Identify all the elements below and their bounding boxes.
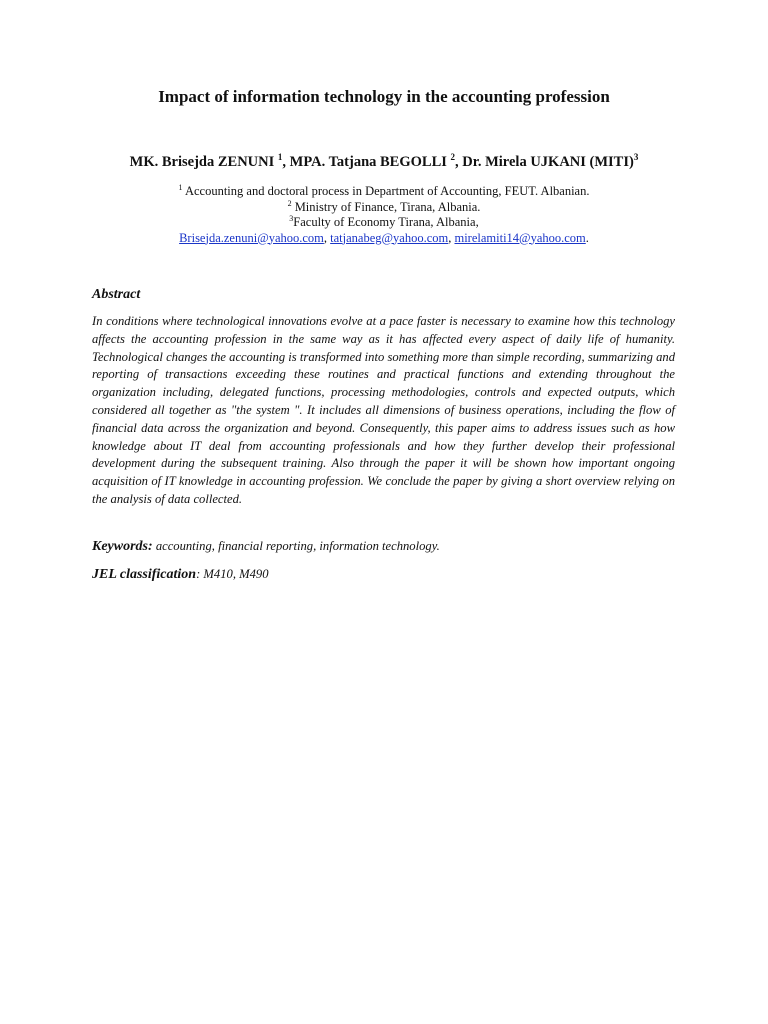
email-link[interactable]: tatjanabeg@yahoo.com [330, 230, 449, 245]
author-affiliation-number: 3 [633, 152, 639, 162]
affiliation-text: Ministry of Finance, Tirana, Albania. [291, 199, 481, 214]
email-link[interactable]: Brisejda.zenuni@yahoo.com [179, 230, 324, 245]
affiliation-text: Accounting and doctoral process in Department of Accounting, FEUT. Albanian. [182, 184, 590, 198]
affiliations-block [0, 184, 768, 246]
affiliation-number: 1 [178, 183, 183, 192]
jel-text: : M410, M490 [196, 567, 269, 581]
keywords-line [92, 537, 675, 556]
author-affiliation-number: 1 [277, 152, 283, 162]
email-separator: , [323, 230, 331, 245]
email-link[interactable]: mirelamiti14@yahoo.com [454, 230, 586, 245]
abstract-heading: Abstract [92, 287, 141, 302]
affiliation-line [0, 184, 768, 200]
author-line [0, 152, 768, 172]
email-line [0, 231, 768, 247]
affiliation-text: Faculty of Economy Tirana, Albania, [293, 215, 479, 229]
email-separator: , [448, 230, 455, 245]
jel-label: JEL classification [92, 567, 197, 582]
affiliation-line [0, 215, 768, 231]
jel-line [92, 565, 675, 584]
author-name: Dr. Mirela UJKANI (MITI) [462, 154, 634, 170]
abstract-text: In conditions where technological innovations evolve at a pace faster is necessary to examine how this technology affects the accounting profession in the same way as it has affected every aspect of daily life of humanity. Technological changes the accounting is transformed into something more than simple recording, summarizing and reporting of transactions exceeding these routines and practical functions and extending throughout the organization including, delegated functions, processing methodologies, controls and expected outputs, which considered all together as "the system ". It includes all dimensions of business operations, including the flow of financial data across the organization and beyond. Consequently, this paper aims to address issues such as how knowledge about IT deal from accounting professionals and how they further develop their professional development during the subsequent training. Also through the paper it will be shown how important ongoing acquisition of IT knowledge in accounting profession. We conclude the paper by giving a short overview relying on the analysis of data collected. [92, 314, 675, 506]
affiliation-number: 2 [287, 198, 292, 208]
author-affiliation-number: 2 [450, 152, 456, 162]
author-separator: , [282, 154, 290, 170]
author-separator: , [455, 154, 463, 170]
keywords-label: Keywords: [92, 539, 153, 554]
affiliation-number: 3 [289, 214, 294, 223]
author-name: MK. Brisejda ZENUNI [129, 154, 278, 170]
affiliation-line [0, 200, 768, 216]
paper-title: Impact of information technology in the accounting profession [158, 87, 610, 106]
email-end: . [585, 230, 589, 245]
keywords-text: accounting, financial reporting, information technology. [152, 539, 440, 553]
author-name: MPA. Tatjana BEGOLLI [289, 154, 451, 170]
